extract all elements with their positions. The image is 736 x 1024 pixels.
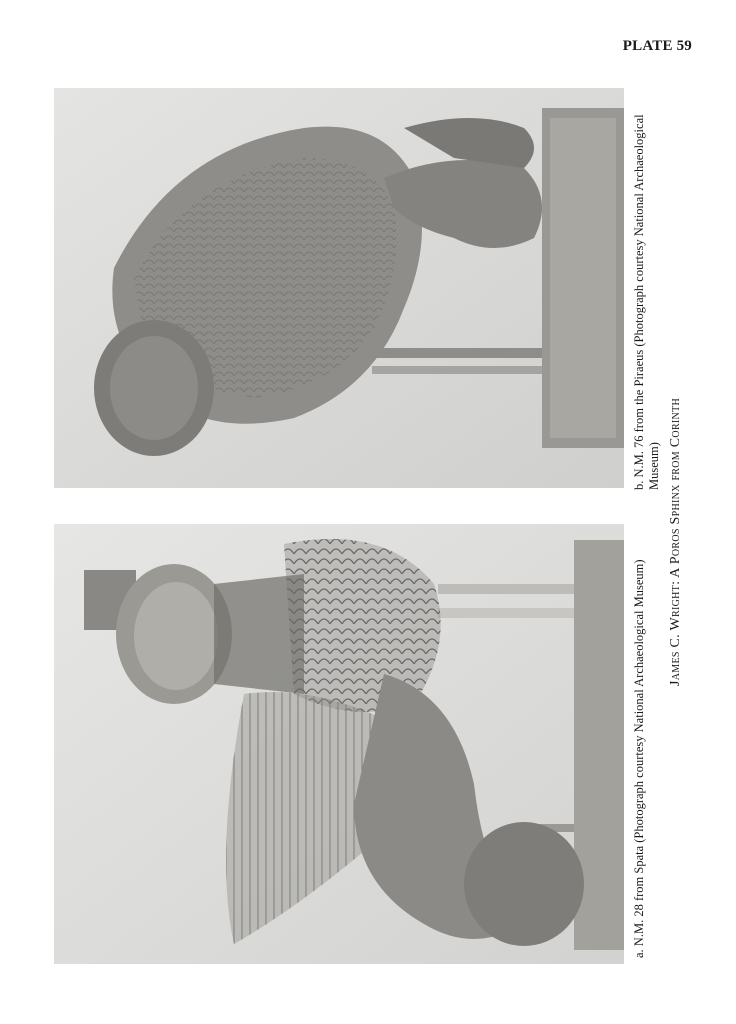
- photo-b-sphinx-piraeus: [54, 88, 624, 488]
- caption-figure-b: b. N.M. 76 from the Piraeus (Photograph courtesy National Archaeological Museum): [632, 114, 661, 490]
- photo-a-sphinx-spata: [54, 524, 624, 964]
- caption-figure-a: a. N.M. 28 from Spata (Photograph courtesy National Archaeological Museum): [632, 559, 646, 958]
- plate-label: PLATE 59: [622, 38, 692, 54]
- running-title: James C. Wright: A Poros Sphinx from Corinth: [668, 398, 683, 686]
